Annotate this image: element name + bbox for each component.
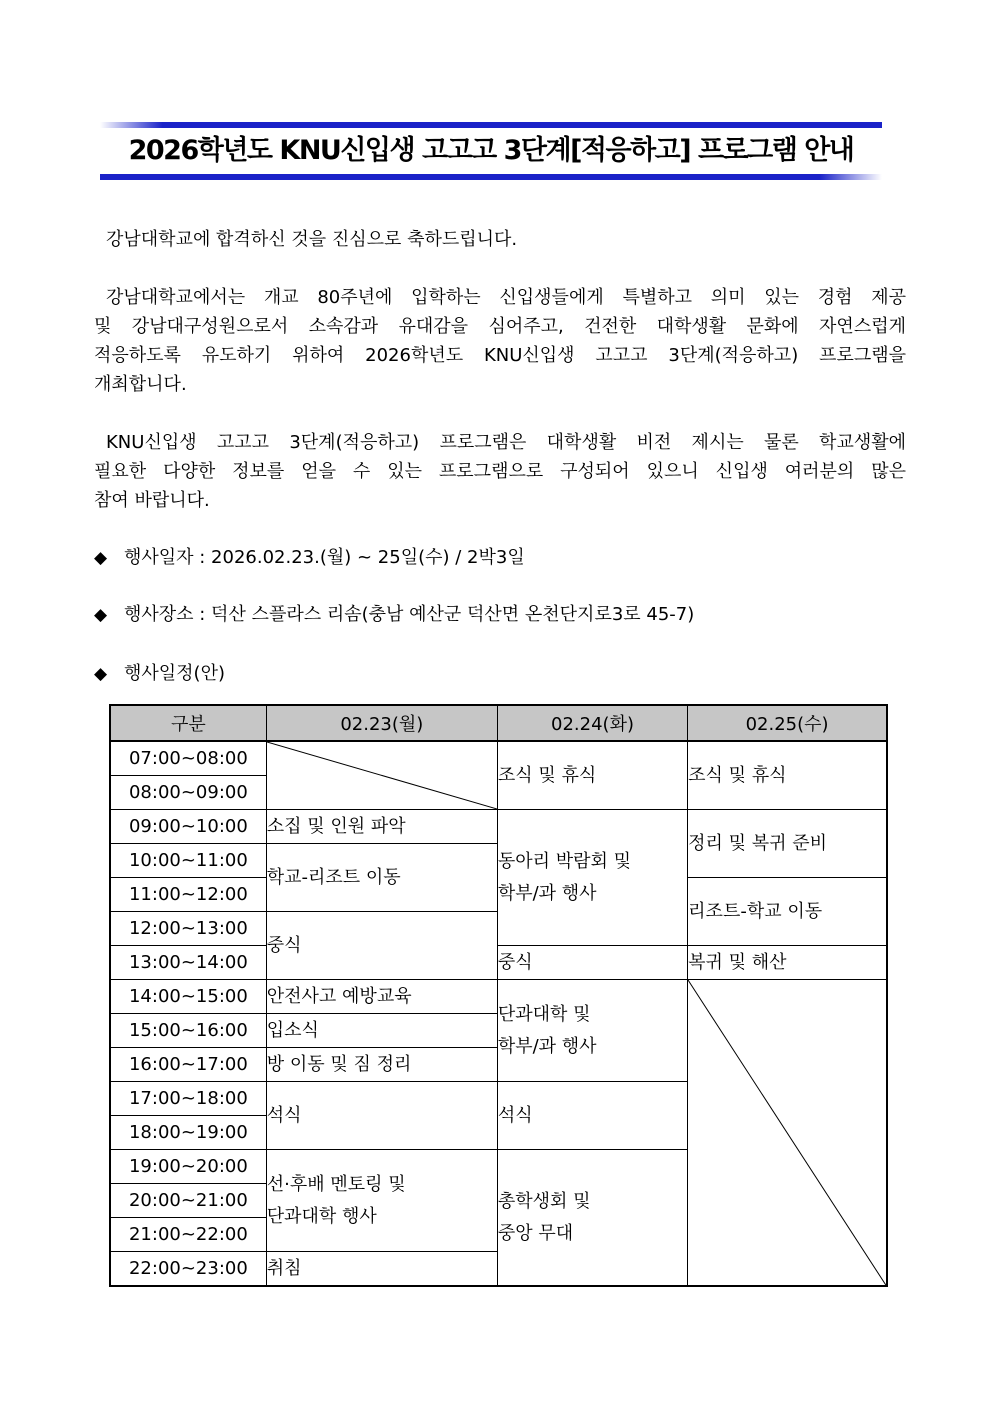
event-line: 학부/과 행사 [497,1035,597,1057]
paragraph-line: 필요한 다양한 정보를 얻을 수 있는 프로그램으로 구성되어 있으니 신입생 여러분의 많은 [94,461,906,482]
diagonal-line [688,980,886,1285]
paragraph-line: 강남대학교에서는 개교 80주년에 입학하는 신입생들에게 특별하고 의미 있는 경험 제공 [106,287,906,308]
time-cell: 18:00~19:00 [110,1116,266,1150]
event-cell: 학교-리조트 이동 [266,844,497,912]
paragraph-line: 참여 바랍니다. [94,490,210,511]
paragraph-line: 및 강남대구성원으로서 소속감과 유대감을 심어주고, 건전한 대학생활 문화에 자연스럽게 [94,316,906,337]
event-cell [497,810,687,946]
title-top-bar [100,122,882,128]
header-day2: 02.24(화) [497,705,687,741]
event-cell: 취침 [266,1252,497,1287]
event-cell: 조식 및 휴식 [688,741,887,810]
event-cell [497,980,687,1082]
table-header-row [110,705,887,741]
event-cell: 석식 [497,1082,687,1150]
time-cell: 17:00~18:00 [110,1082,266,1116]
paragraph-line: 적응하도록 유도하기 위하여 2026학년도 KNU신입생 고고고 3단계(적응하고) 프로그램을 [94,345,906,366]
time-cell: 16:00~17:00 [110,1048,266,1082]
intro-paragraph [94,283,906,399]
event-cell: 석식 [266,1082,497,1150]
event-cell: 복귀 및 해산 [688,946,887,980]
diamond-bullet-icon: ◆ [94,605,108,625]
time-cell: 11:00~12:00 [110,878,266,912]
event-date-item [94,544,525,572]
event-line: 학부/과 행사 [497,882,597,904]
event-cell [497,1150,687,1287]
time-cell: 10:00~11:00 [110,844,266,878]
event-cell: 안전사고 예방교육 [266,980,497,1014]
table-row [110,946,887,980]
event-cell: 중식 [497,946,687,980]
paragraph-line: KNU신입생 고고고 3단계(적응하고) 프로그램은 대학생활 비전 제시는 물론 학교생활에 [106,432,906,453]
title-bottom-bar [100,174,882,180]
greeting-paragraph [94,225,906,254]
event-cell: 정리 및 복귀 준비 [688,810,887,878]
event-cell: 중식 [266,912,497,980]
event-schedule-item [94,660,225,688]
schedule-table [109,704,888,1287]
time-cell: 21:00~22:00 [110,1218,266,1252]
paragraph-line: 개최합니다. [94,374,187,395]
time-cell: 20:00~21:00 [110,1184,266,1218]
event-venue-text: 행사장소 : 덕산 스플라스 리솜(충남 예산군 덕산면 온천단지로3로 45-7) [124,604,695,625]
event-date-text: 행사일자 : 2026.02.23.(월) ~ 25일(수) / 2박3일 [124,547,525,568]
event-line: 단과대학 및 [497,1003,591,1025]
time-cell: 13:00~14:00 [110,946,266,980]
event-line: 선·후배 멘토링 및 [266,1173,406,1195]
diamond-bullet-icon: ◆ [94,548,108,568]
time-cell: 22:00~23:00 [110,1252,266,1287]
event-cell: 방 이동 및 짐 정리 [266,1048,497,1082]
event-schedule-text: 행사일정(안) [124,663,225,684]
empty-diagonal-cell [266,741,497,810]
time-cell: 14:00~15:00 [110,980,266,1014]
event-line: 중앙 무대 [497,1222,574,1244]
page-title: 2026학년도 KNU신입생 고고고 3단계[적응하고] 프로그램 안내 [128,135,854,166]
table-row [110,810,887,844]
empty-diagonal-cell [688,980,887,1287]
time-cell: 08:00~09:00 [110,776,266,810]
event-cell: 입소식 [266,1014,497,1048]
program-paragraph [94,428,906,515]
table-row [110,980,887,1014]
event-venue-item [94,601,694,629]
diamond-bullet-icon: ◆ [94,664,108,684]
event-cell: 조식 및 휴식 [497,741,687,810]
header-day3: 02.25(수) [688,705,887,741]
time-cell: 12:00~13:00 [110,912,266,946]
event-cell: 리조트-학교 이동 [688,878,887,946]
header-day1: 02.23(월) [266,705,497,741]
header-category: 구분 [110,705,266,741]
title-banner [100,122,882,180]
diagonal-line [267,742,497,809]
paragraph-line: 강남대학교에 합격하신 것을 진심으로 축하드립니다. [106,229,518,250]
event-cell: 소집 및 인원 파악 [266,810,497,844]
time-cell: 19:00~20:00 [110,1150,266,1184]
event-line: 총학생회 및 [497,1190,591,1212]
time-cell: 09:00~10:00 [110,810,266,844]
event-cell [266,1150,497,1252]
event-line: 단과대학 행사 [266,1205,377,1227]
time-cell: 07:00~08:00 [110,741,266,776]
table-row [110,741,887,776]
time-cell: 15:00~16:00 [110,1014,266,1048]
event-line: 동아리 박람회 및 [497,850,632,872]
